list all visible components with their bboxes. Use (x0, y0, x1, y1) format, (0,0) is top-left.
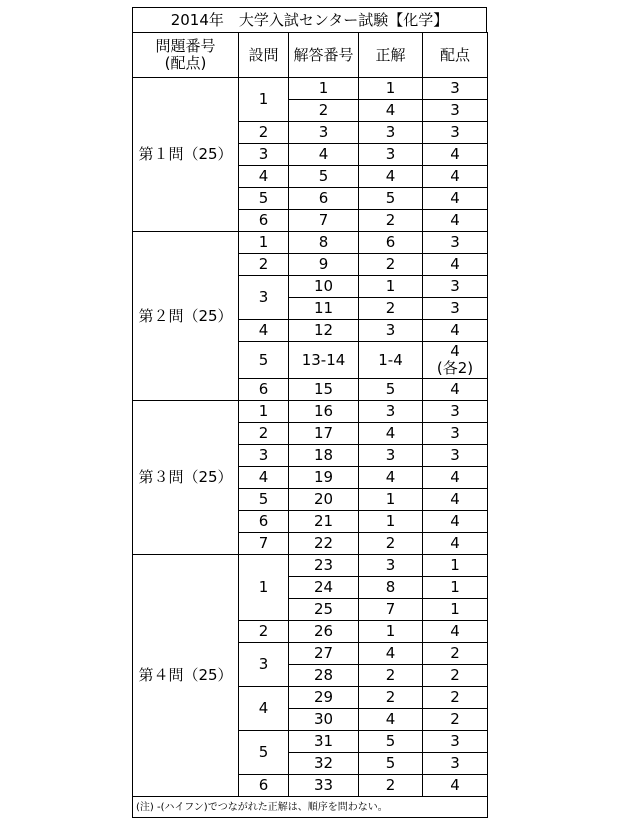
correct-answer-cell: 4 (359, 100, 423, 122)
answer-number-cell: 29 (289, 687, 359, 709)
sub-question-cell: 7 (239, 533, 289, 555)
points-cell: 3 (423, 78, 488, 100)
points-cell: 4 (423, 489, 488, 511)
answer-number-cell: 2 (289, 100, 359, 122)
points-cell: 1 (423, 599, 488, 621)
points-cell: 4 (423, 533, 488, 555)
correct-answer-cell: 2 (359, 298, 423, 320)
sub-question-cell: 3 (239, 144, 289, 166)
points-cell: 3 (423, 445, 488, 467)
answer-number-cell: 8 (289, 232, 359, 254)
correct-answer-cell: 2 (359, 210, 423, 232)
answer-number-cell: 16 (289, 401, 359, 423)
table-row (133, 232, 488, 254)
points-cell: 4 (423, 379, 488, 401)
answer-number-cell: 20 (289, 489, 359, 511)
answer-number-cell: 21 (289, 511, 359, 533)
answer-number-cell: 27 (289, 643, 359, 665)
answer-number-cell: 13-14 (289, 342, 359, 379)
correct-answer-cell: 5 (359, 753, 423, 775)
correct-answer-cell: 5 (359, 731, 423, 753)
points-cell: 2 (423, 709, 488, 731)
points-value: 4 (450, 342, 460, 360)
correct-answer-cell: 3 (359, 144, 423, 166)
points-cell: 3 (423, 122, 488, 144)
answer-number-cell: 32 (289, 753, 359, 775)
sub-question-cell: 6 (239, 511, 289, 533)
header-question-line1: 問題番号 (155, 37, 216, 55)
correct-answer-cell: 2 (359, 687, 423, 709)
correct-answer-cell: 3 (359, 122, 423, 144)
correct-answer-cell: 3 (359, 320, 423, 342)
answer-number-cell: 6 (289, 188, 359, 210)
header-answer-no: 解答番号 (289, 33, 359, 78)
header-correct: 正解 (359, 33, 423, 78)
correct-answer-cell: 2 (359, 775, 423, 797)
table-row (133, 401, 488, 423)
points-cell: 3 (423, 276, 488, 298)
sub-question-cell: 1 (239, 78, 289, 122)
sub-question-cell: 4 (239, 320, 289, 342)
correct-answer-cell: 1 (359, 78, 423, 100)
question-label: 第２問（25） (133, 232, 239, 401)
correct-answer-cell: 1 (359, 276, 423, 298)
sub-question-cell: 6 (239, 379, 289, 401)
sub-question-cell: 1 (239, 555, 289, 621)
sub-question-cell: 2 (239, 621, 289, 643)
answer-number-cell: 3 (289, 122, 359, 144)
answer-number-cell: 15 (289, 379, 359, 401)
correct-answer-cell: 8 (359, 577, 423, 599)
sub-question-cell: 1 (239, 401, 289, 423)
answer-number-cell: 4 (289, 144, 359, 166)
correct-answer-cell: 4 (359, 643, 423, 665)
correct-answer-cell: 4 (359, 423, 423, 445)
footnote: (注) -(ハイフン)でつながれた正解は、順序を問わない。 (133, 797, 488, 818)
page-title: 2014年 大学入試センター試験【化学】 (132, 7, 487, 32)
answer-number-cell: 17 (289, 423, 359, 445)
points-cell: 4 (423, 144, 488, 166)
correct-answer-cell: 2 (359, 533, 423, 555)
answer-number-cell: 10 (289, 276, 359, 298)
correct-answer-cell: 4 (359, 709, 423, 731)
points-cell: 3 (423, 731, 488, 753)
answer-number-cell: 11 (289, 298, 359, 320)
table-row (133, 555, 488, 577)
correct-answer-cell: 3 (359, 401, 423, 423)
answer-number-cell: 23 (289, 555, 359, 577)
answer-number-cell: 19 (289, 467, 359, 489)
points-cell: 4 (423, 775, 488, 797)
points-cell: 4 (423, 254, 488, 276)
answer-number-cell: 1 (289, 78, 359, 100)
answer-number-cell: 28 (289, 665, 359, 687)
points-cell: 4 (423, 210, 488, 232)
points-cell: 4 (423, 320, 488, 342)
sub-question-cell: 6 (239, 775, 289, 797)
answer-number-cell: 12 (289, 320, 359, 342)
answer-sheet (132, 7, 487, 818)
answer-number-cell: 5 (289, 166, 359, 188)
sub-question-cell: 3 (239, 643, 289, 687)
sub-question-cell: 6 (239, 210, 289, 232)
answer-number-cell: 26 (289, 621, 359, 643)
correct-answer-cell: 5 (359, 379, 423, 401)
points-cell: 3 (423, 298, 488, 320)
points-cell: 3 (423, 232, 488, 254)
answer-number-cell: 30 (289, 709, 359, 731)
answer-number-cell: 31 (289, 731, 359, 753)
sub-question-cell: 5 (239, 731, 289, 775)
header-sub: 設問 (239, 33, 289, 78)
points-cell: 4 (423, 621, 488, 643)
points-cell: 4 (423, 511, 488, 533)
sub-question-cell: 3 (239, 445, 289, 467)
sub-question-cell: 5 (239, 188, 289, 210)
answer-number-cell: 33 (289, 775, 359, 797)
correct-answer-cell: 4 (359, 467, 423, 489)
correct-answer-cell: 3 (359, 555, 423, 577)
correct-answer-cell: 6 (359, 232, 423, 254)
points-note: (各2) (436, 359, 474, 377)
points-cell: 3 (423, 401, 488, 423)
points-cell: 3 (423, 100, 488, 122)
sub-question-cell: 5 (239, 489, 289, 511)
answer-number-cell: 22 (289, 533, 359, 555)
points-cell: 3 (423, 753, 488, 775)
sub-question-cell: 5 (239, 342, 289, 379)
correct-answer-cell: 2 (359, 254, 423, 276)
correct-answer-cell: 1 (359, 621, 423, 643)
correct-answer-cell: 3 (359, 445, 423, 467)
question-label: 第４問（25） (133, 555, 239, 797)
table-row (133, 78, 488, 100)
correct-answer-cell: 4 (359, 166, 423, 188)
header-question (133, 33, 239, 78)
correct-answer-cell: 1 (359, 511, 423, 533)
correct-answer-cell: 7 (359, 599, 423, 621)
sub-question-cell: 4 (239, 166, 289, 188)
sub-question-cell: 3 (239, 276, 289, 320)
sub-question-cell: 2 (239, 122, 289, 144)
answer-number-cell: 18 (289, 445, 359, 467)
points-cell: 1 (423, 555, 488, 577)
points-cell (423, 342, 488, 379)
answer-number-cell: 7 (289, 210, 359, 232)
correct-answer-cell: 5 (359, 188, 423, 210)
sub-question-cell: 2 (239, 423, 289, 445)
points-cell: 3 (423, 423, 488, 445)
answer-number-cell: 9 (289, 254, 359, 276)
sub-question-cell: 2 (239, 254, 289, 276)
question-label: 第１問（25） (133, 78, 239, 232)
sub-question-cell: 4 (239, 467, 289, 489)
answer-number-cell: 24 (289, 577, 359, 599)
points-cell: 4 (423, 467, 488, 489)
header-row (133, 33, 488, 78)
sub-question-cell: 1 (239, 232, 289, 254)
question-label: 第３問（25） (133, 401, 239, 555)
points-cell: 4 (423, 166, 488, 188)
sub-question-cell: 4 (239, 687, 289, 731)
answer-table-body (133, 78, 488, 797)
correct-answer-cell: 2 (359, 665, 423, 687)
points-cell: 1 (423, 577, 488, 599)
answer-number-cell: 25 (289, 599, 359, 621)
note-row (133, 797, 488, 818)
points-cell: 2 (423, 665, 488, 687)
correct-answer-cell: 1 (359, 489, 423, 511)
header-question-line2: (配点) (164, 54, 207, 72)
answer-table (132, 32, 488, 818)
points-cell: 2 (423, 687, 488, 709)
correct-answer-cell: 1-4 (359, 342, 423, 379)
header-points: 配点 (423, 33, 488, 78)
points-cell: 4 (423, 188, 488, 210)
points-cell: 2 (423, 643, 488, 665)
